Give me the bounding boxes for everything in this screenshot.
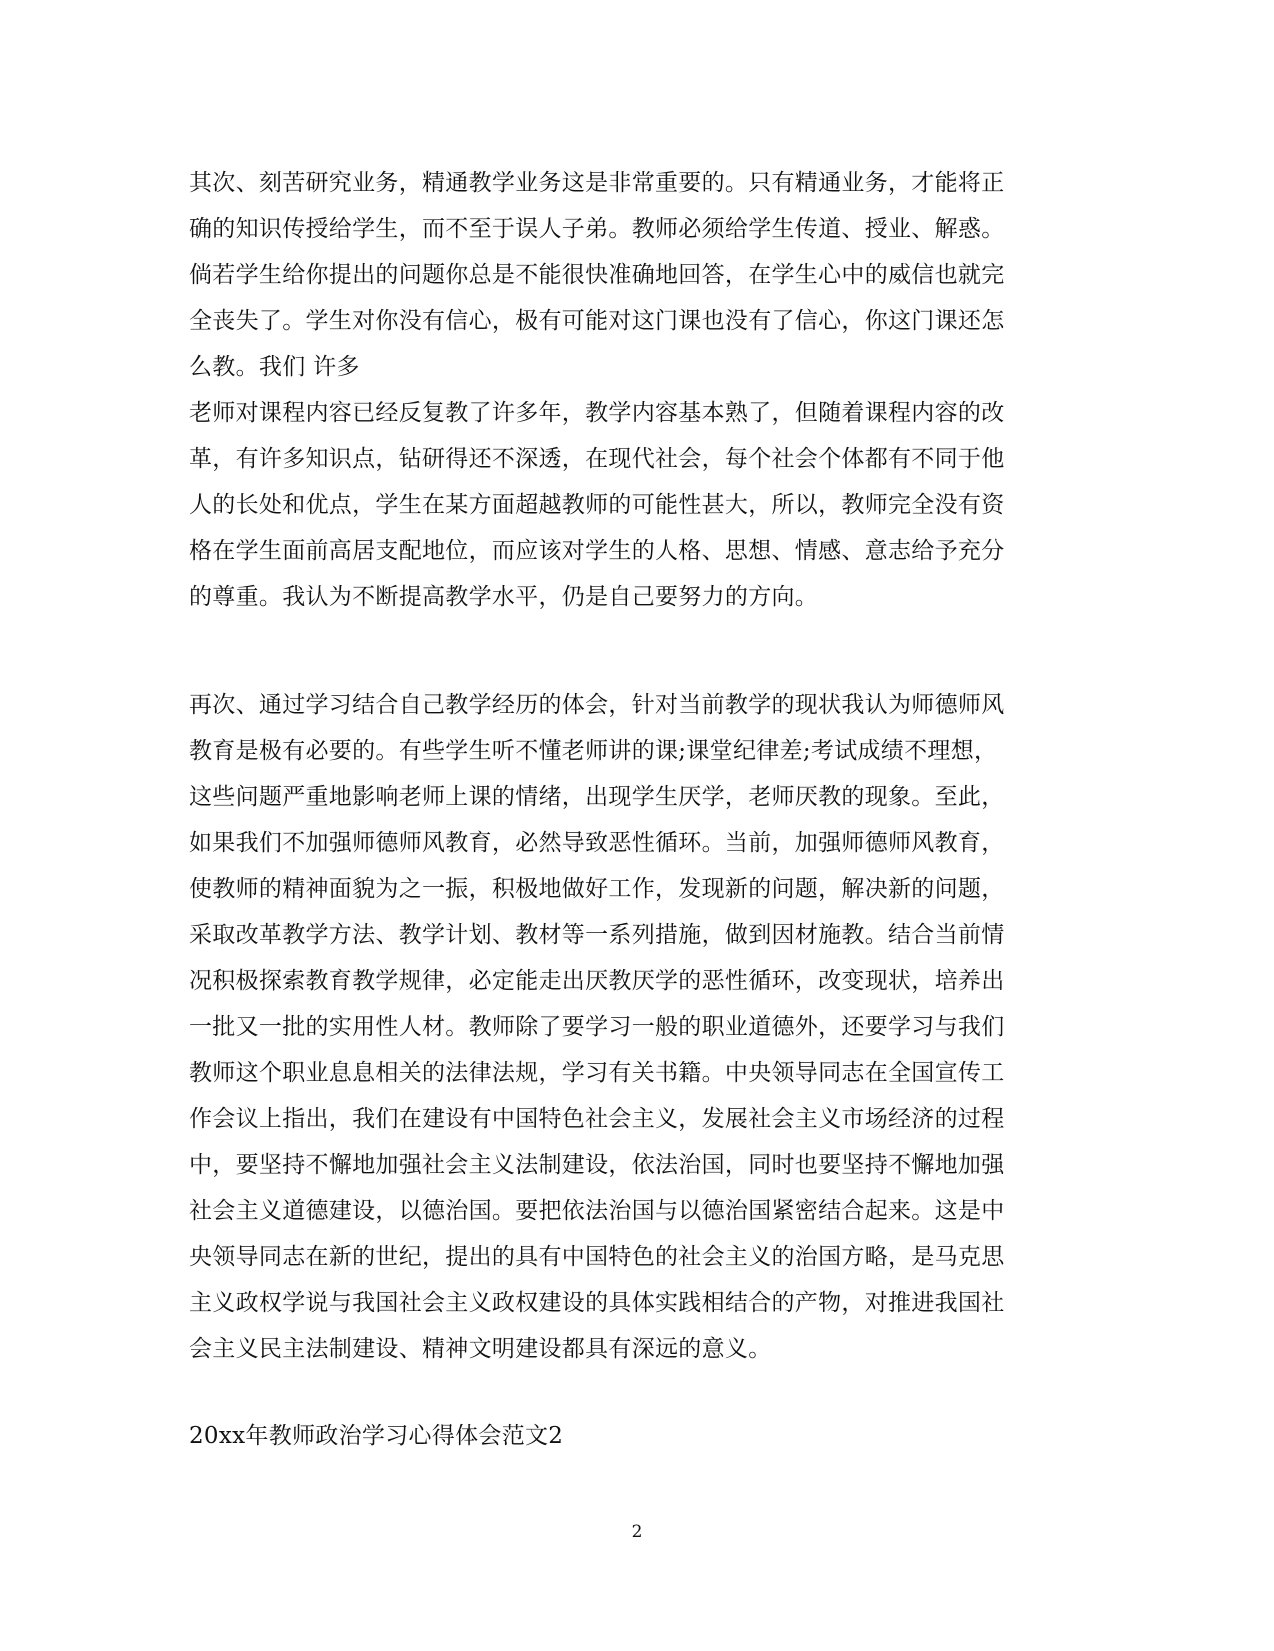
text-line: 么教。我们 许多 (189, 354, 360, 380)
text-line: 社会主义道德建设，以德治国。要把依法治国与以德治国紧密结合起来。这是中 (189, 1198, 1005, 1224)
text-line: 会主义民主法制建设、精神文明建设都具有深远的意义。 (189, 1336, 772, 1362)
section-heading-block (189, 1413, 1069, 1459)
text-line: 其次、刻苦研究业务，精通教学业务这是非常重要的。只有精通业务，才能将正 (189, 170, 1005, 196)
text-line: 如果我们不加强师德师风教育，必然导致恶性循环。当前，加强师德师风教育， (189, 830, 1005, 856)
text-line: 主义政权学说与我国社会主义政权建设的具体实践相结合的产物，对推进我国社 (189, 1290, 1005, 1316)
text-line: 使教师的精神面貌为之一振，积极地做好工作，发现新的问题，解决新的问题， (189, 876, 1005, 902)
text-line: 央领导同志在新的世纪，提出的具有中国特色的社会主义的治国方略，是马克思 (189, 1244, 1005, 1270)
text-line: 教育是极有必要的。有些学生听不懂老师讲的课;课堂纪律差;考试成绩不理想， (189, 738, 998, 764)
text-line: 人的长处和优点，学生在某方面超越教师的可能性甚大，所以，教师完全没有资 (189, 492, 1005, 518)
text-line: 一批又一批的实用性人材。教师除了要学习一般的职业道德外，还要学习与我们 (189, 1014, 1005, 1040)
text-line: 的尊重。我认为不断提高教学水平，仍是自己要努力的方向。 (189, 584, 819, 610)
text-line: 作会议上指出，我们在建设有中国特色社会主义，发展社会主义市场经济的过程 (189, 1106, 1005, 1132)
paragraph-ethics-education (189, 682, 1069, 1372)
text-line: 况积极探索教育教学规律，必定能走出厌教厌学的恶性循环，改变现状，培养出 (189, 968, 1005, 994)
text-line: 确的知识传授给学生，而不至于误人子弟。教师必须给学生传道、授业、解惑。 (189, 216, 1005, 242)
text-line: 格在学生面前高居支配地位，而应该对学生的人格、思想、情感、意志给予充分 (189, 538, 1005, 564)
section-heading: 20xx年教师政治学习心得体会范文2 (189, 1423, 564, 1449)
paragraph-teaching-skills (189, 160, 1069, 620)
text-line: 这些问题严重地影响老师上课的情绪，出现学生厌学，老师厌教的现象。至此， (189, 784, 1005, 810)
text-line: 再次、通过学习结合自己教学经历的体会，针对当前教学的现状我认为师德师风 (189, 692, 1005, 718)
text-line: 革，有许多知识点，钻研得还不深透，在现代社会，每个社会个体都有不同于他 (189, 446, 1005, 472)
text-line: 全丧失了。学生对你没有信心，极有可能对这门课也没有了信心，你这门课还怎 (189, 308, 1005, 334)
text-line: 采取改革教学方法、教学计划、教材等一系列措施，做到因材施教。结合当前情 (189, 922, 1005, 948)
text-line: 倘若学生给你提出的问题你总是不能很快准确地回答，在学生心中的威信也就完 (189, 262, 1005, 288)
text-line: 中，要坚持不懈地加强社会主义法制建设，依法治国，同时也要坚持不懈地加强 (189, 1152, 1005, 1178)
text-line: 老师对课程内容已经反复教了许多年，教学内容基本熟了，但随着课程内容的改 (189, 400, 1005, 426)
page-number: 2 (631, 1522, 643, 1542)
text-line: 教师这个职业息息相关的法律法规，学习有关书籍。中央领导同志在全国宣传工 (189, 1060, 1005, 1086)
